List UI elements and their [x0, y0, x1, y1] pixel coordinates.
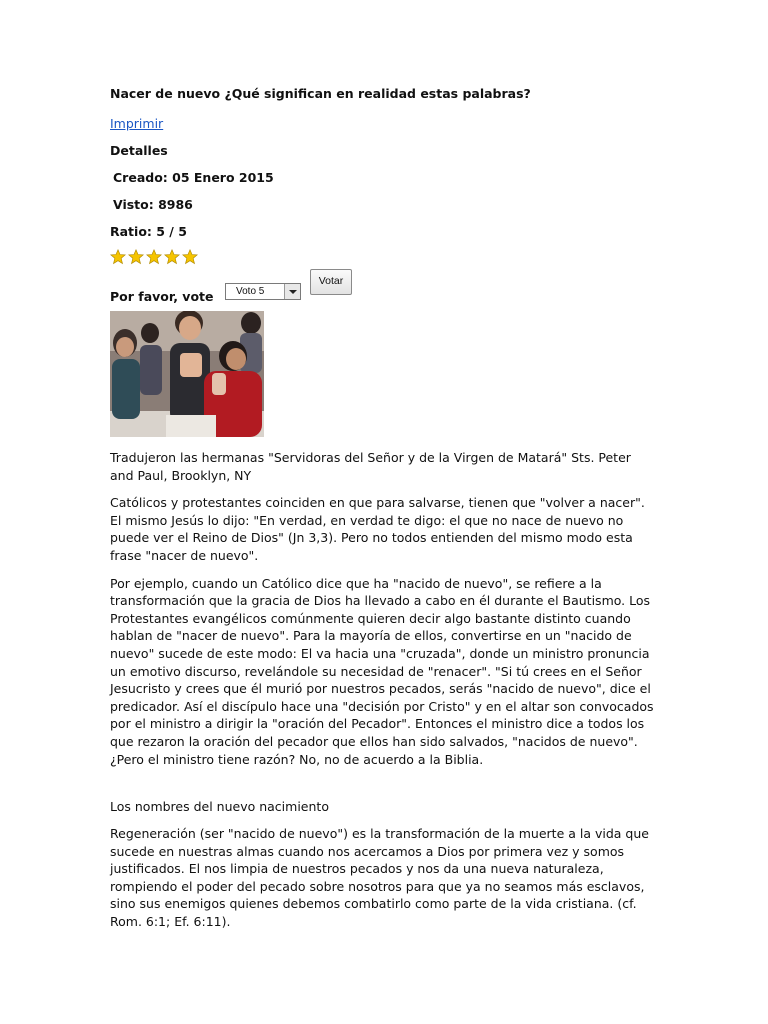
details-block	[110, 143, 658, 240]
vote-select-value: Voto 5	[236, 286, 265, 297]
details-label: Detalles	[110, 143, 168, 158]
paragraph-1: Católicos y protestantes coinciden en que para salvarse, tienen que "volver a nacer". El mismo Jesús lo dijo: "En verdad, en verdad te digo: el que no nace de nuevo no puede ver el Reino de Dios" (Jn 3,3). Pero no todos entienden del mismo modo esta frase "nacer de nuevo".	[110, 495, 645, 563]
rating-stars	[110, 249, 658, 265]
created-date: Creado: 05 Enero 2015	[113, 170, 274, 185]
star-icon	[164, 249, 180, 265]
article-title: Nacer de nuevo ¿Qué significan en realidad estas palabras?	[110, 86, 531, 101]
article	[110, 86, 658, 941]
star-icon	[146, 249, 162, 265]
star-icon	[110, 249, 126, 265]
print-link[interactable]: Imprimir	[110, 116, 164, 131]
view-count: Visto: 8986	[113, 197, 193, 212]
rating-text: Ratio: 5 / 5	[110, 224, 187, 239]
vote-row	[110, 277, 658, 311]
star-icon	[182, 249, 198, 265]
spacer	[110, 778, 658, 798]
vote-label: Por favor, vote	[110, 289, 214, 304]
vote-select[interactable]	[225, 283, 301, 300]
chevron-down-icon[interactable]	[284, 284, 300, 299]
vote-button[interactable]: Votar	[310, 269, 352, 295]
section-title: Los nombres del nuevo nacimiento	[110, 799, 329, 815]
article-photo	[110, 311, 264, 437]
translation-credit: Tradujeron las hermanas "Servidoras del Señor y de la Virgen de Matará" Sts. Peter and Paul, Brooklyn, NY	[110, 450, 631, 483]
paragraph-3: Regeneración (ser "nacido de nuevo") es la transformación de la muerte a la vida que sucede en nuestras almas cuando nos acercamos a Dios por primera vez y somos justificados. El nos limpia de nuestros pecados y nos da una nueva naturaleza, rompiendo el poder del pecado sobre nosotros para que ya no seamos más esclavos, sino sus enemigos quienes debemos combatirlo como parte de la vida cristiana. (cf. Rom. 6:1; Ef. 6:11).	[110, 826, 649, 930]
paragraph-2: Por ejemplo, cuando un Católico dice que ha "nacido de nuevo", se refiere a la transformación que la gracia de Dios ha llevado a cabo en él durante el Bautismo. Los Protestantes evangélicos comúnmente quieren decir algo bastante distinto cuando hablan de "nacer de nuevo". Para la mayoría de ellos, convertirse en un "nacido de nuevo" sucede de este modo: El va hacia una "cruzada", donde un ministro pronuncia un emotivo discurso, revelándole su necesidad de "renacer". "Si tú crees en el Señor Jesucristo y crees que él murió por nuestros pecados, serás "nacido de nuevo", dice el predicador. Así el discípulo hace una "decisión por Cristo" y en el altar son convocados por el ministro a dirigir la "oración del Pecador". Entonces el ministro dice a todos los que rezaron la oración del pecador que ellos han sido salvados, "nacidos de nuevo". ¿Pero el ministro tiene razón? No, no de acuerdo a la Biblia.	[110, 575, 654, 767]
star-icon	[128, 249, 144, 265]
